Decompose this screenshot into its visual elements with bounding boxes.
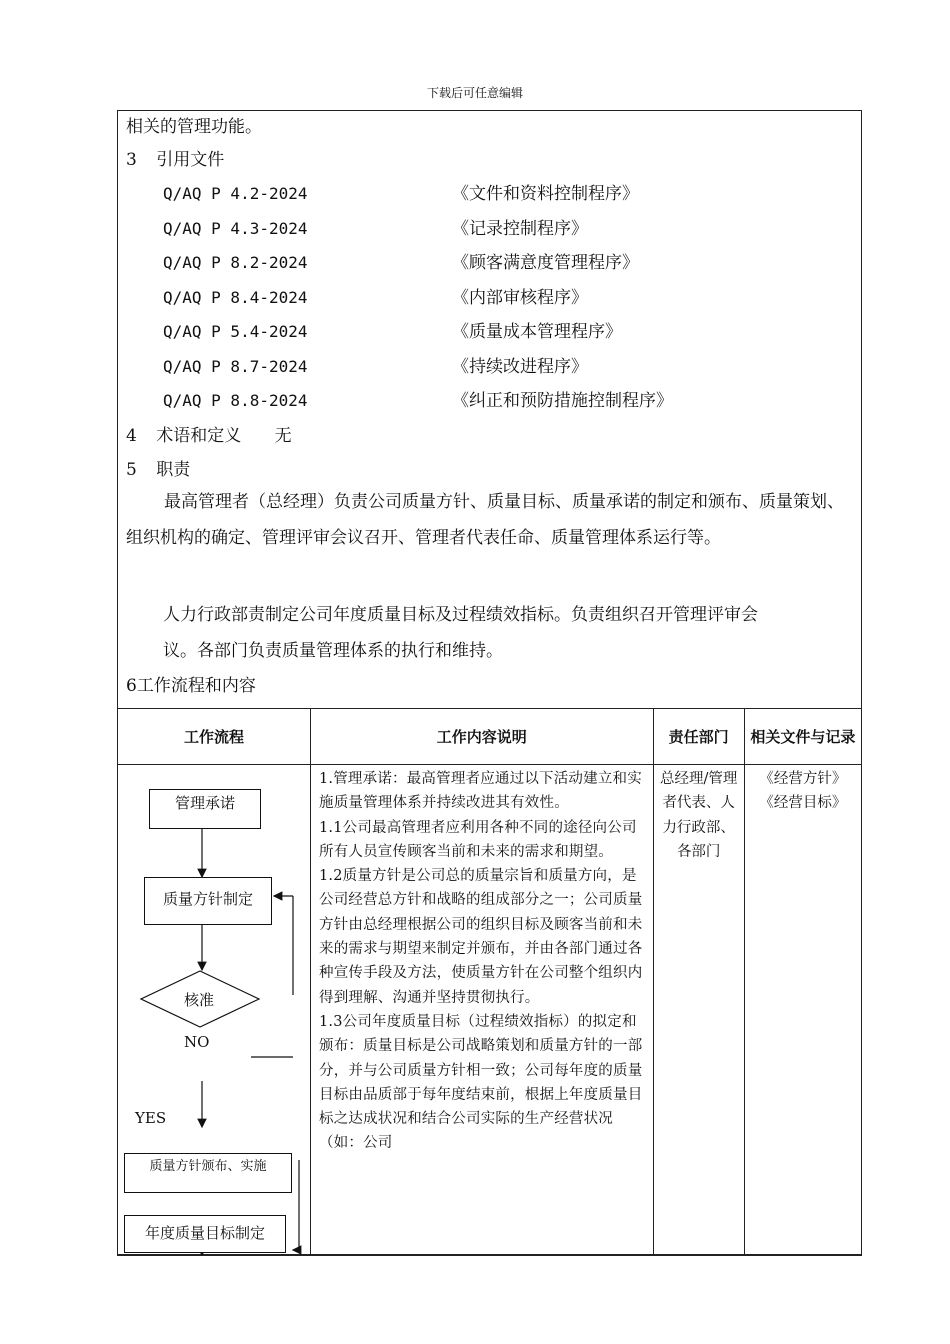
ref-code: Q/AQ P 5.4-2024 <box>163 322 308 341</box>
content-text <box>311 765 653 1156</box>
ref-title: 《记录控制程序》 <box>452 219 588 239</box>
ref-code: Q/AQ P 8.4-2024 <box>163 288 308 307</box>
ref-code: Q/AQ P 8.7-2024 <box>163 357 308 376</box>
flow-label-no: NO <box>184 1033 210 1051</box>
header-workflow: 工作流程 <box>118 709 311 765</box>
workflow-table <box>117 708 862 1256</box>
content-paragraph: 1.1公司最高管理者应利用各种不同的途径向公司所有人员宣传顾客当前和未来的需求和期望。 <box>319 819 637 860</box>
content-paragraph: 1.3公司年度质量目标（过程绩效指标）的拟定和颁布：质量目标是公司战略策划和质量方针的一部分，并与公司质量方针相一致；公司每年度的质量目标由品质部于每年度结束前，根据上年度质量目标之达成状况和结合公司实际的生产经营状况（如：公司 <box>319 1013 643 1152</box>
documents-cell <box>744 765 861 1256</box>
content-cell <box>311 765 654 1256</box>
responsibility-paragraph-2-line-1: 人力行政部责制定公司年度质量目标及过程绩效指标。负责组织召开管理评审会 <box>163 605 758 625</box>
page-header: 下载后可任意编辑 <box>426 86 523 100</box>
flow-step-annual-objectives: 年度质量目标制定 <box>124 1215 286 1253</box>
flow-step-management-commitment: 管理承诺 <box>149 789 261 829</box>
responsibility-paragraph-2-line-2: 议。各部门负责质量管理体系的执行和维持。 <box>163 641 503 661</box>
flowchart <box>118 765 310 1255</box>
ref-title: 《质量成本管理程序》 <box>452 322 622 342</box>
header-content: 工作内容说明 <box>311 709 654 765</box>
ref-code: Q/AQ P 4.2-2024 <box>163 184 308 203</box>
section-5-title: 职责 <box>156 460 191 480</box>
responsibility-paragraph-1: 最高管理者（总经理）负责公司质量方针、质量目标、质量承诺的制定和颁布、质量策划、组织机构的确定、管理评审会议召开、管理者代表任命、质量管理体系运行等。 <box>126 492 844 548</box>
ref-title: 《顾客满意度管理程序》 <box>452 253 639 273</box>
content-paragraph: 1.管理承诺：最高管理者应通过以下活动建立和实施质量管理体系并持续改进其有效性。 <box>319 771 642 812</box>
ref-title: 《持续改进程序》 <box>452 357 588 377</box>
ref-title: 《文件和资料控制程序》 <box>452 184 639 204</box>
flowchart-cell <box>118 765 311 1256</box>
documents-text: 《经营方针》《经营目标》 <box>759 771 847 812</box>
ref-title: 《纠正和预防措施控制程序》 <box>452 391 673 411</box>
flow-step-policy-formulation: 质量方针制定 <box>144 877 272 925</box>
department-text: 总经理/管理者代表、人力行政部、各部门 <box>659 771 738 860</box>
flow-label-yes: YES <box>135 1109 167 1127</box>
section-5-number: 5 <box>126 460 137 480</box>
section-4-value: 无 <box>274 426 292 446</box>
ref-code: Q/AQ P 4.3-2024 <box>163 219 308 238</box>
section-3-number: 3 <box>126 150 137 170</box>
section-3-title: 引用文件 <box>156 150 225 170</box>
table-header-row <box>118 709 862 765</box>
ref-code: Q/AQ P 8.2-2024 <box>163 253 308 272</box>
section-4-heading <box>126 425 292 447</box>
section-4-title: 术语和定义 <box>156 426 242 446</box>
header-documents: 相关文件与记录 <box>744 709 861 765</box>
table-row <box>118 765 862 1256</box>
department-cell <box>653 765 744 1256</box>
section-3-heading <box>126 149 224 171</box>
flow-decision-approve: 核准 <box>184 991 215 1009</box>
intro-line: 相关的管理功能。 <box>126 117 262 137</box>
section-5-heading <box>126 459 190 481</box>
ref-title: 《内部审核程序》 <box>452 288 588 308</box>
ref-code: Q/AQ P 8.8-2024 <box>163 391 308 410</box>
content-paragraph: 1.2质量方针是公司总的质量宗旨和质量方向，是公司经营总方针和战略的组成部分之一；公司质量方针由总经理根据公司的组织目标及顾客当前和未来的需求与期望来制定并颁布，并由各部门通过各种宣传手段及方法，使质量方针在公司整个组织内得到理解、沟通并坚持贯彻执行。 <box>319 868 643 1006</box>
header-department: 责任部门 <box>653 709 744 765</box>
section-6-heading: 6工作流程和内容 <box>126 676 256 696</box>
section-4-number: 4 <box>126 426 137 446</box>
flow-step-policy-issue: 质量方针颁布、实施 <box>124 1153 292 1193</box>
